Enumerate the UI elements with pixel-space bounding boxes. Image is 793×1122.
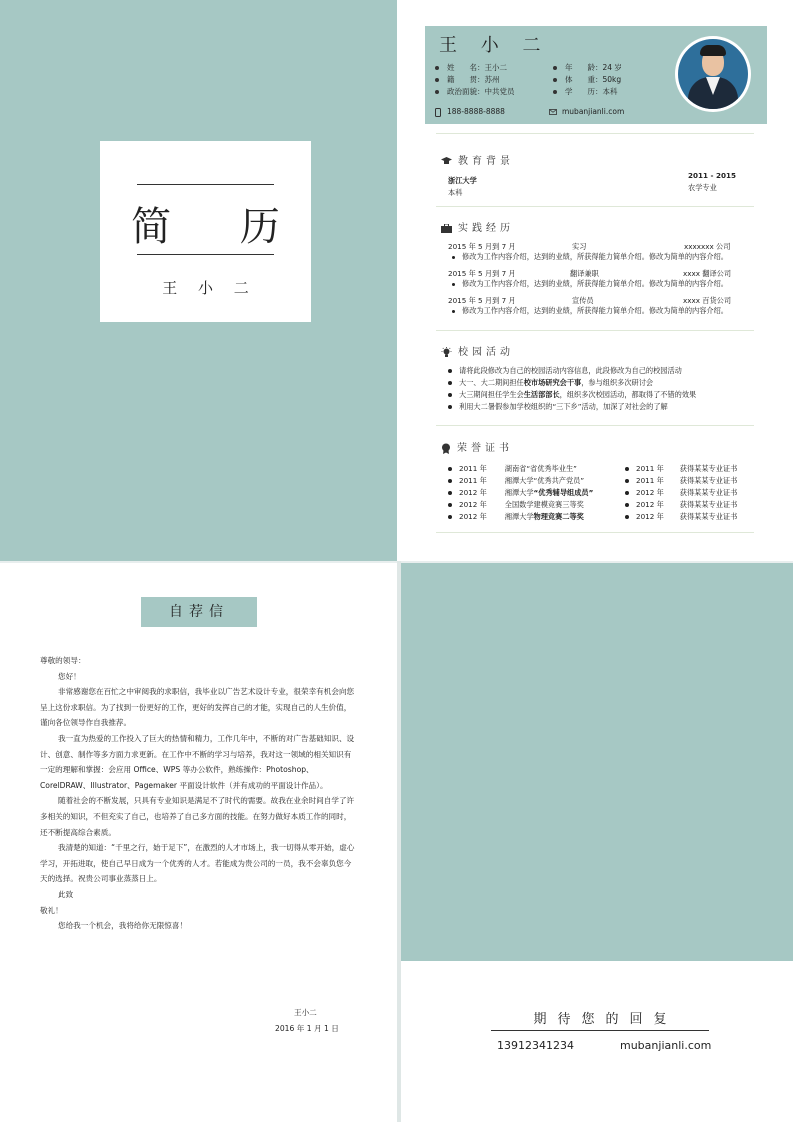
campus-item: 大三期间担任学生会生活部部长，组织多次校园活动，都取得了不错的效果 bbox=[448, 390, 696, 400]
cover-page bbox=[0, 0, 397, 561]
letter-closing: 此致 bbox=[58, 889, 74, 899]
bullet-icon bbox=[435, 90, 439, 94]
letter-greeting: 您好！ bbox=[58, 671, 81, 681]
resume-name: 王 小 二 bbox=[439, 35, 550, 56]
divider bbox=[436, 330, 754, 331]
honor-item: 2012 年 湘潭大学“优秀辅导组成员” bbox=[448, 488, 593, 498]
section-campus-title: 校园活动 bbox=[441, 343, 514, 358]
divider bbox=[436, 133, 754, 134]
practice-role: 实习 bbox=[572, 242, 587, 251]
letter-signature: 王小二 bbox=[294, 1008, 317, 1017]
practice-desc: 修改为工作内容介绍，达到的业绩，所获得能力简单介绍。修改为简单的内容介绍。 bbox=[452, 306, 728, 316]
practice-desc: 修改为工作内容介绍，达到的业绩，所获得能力简单介绍。修改为简单的内容介绍。 bbox=[452, 279, 728, 289]
edu-degree: 本科 bbox=[448, 188, 463, 197]
practice-role: 翻译兼职 bbox=[570, 269, 599, 278]
phone-icon bbox=[435, 108, 441, 117]
website-row bbox=[549, 107, 624, 116]
graduation-cap-icon bbox=[441, 157, 452, 165]
cover-name: 王 小 二 bbox=[162, 279, 257, 297]
practice-date: 2015 年 5 月到 7 月 bbox=[448, 242, 516, 251]
letter-paragraph: 非常感谢您在百忙之中审阅我的求职信，我毕业以广告艺术设计专业，很荣幸有机会向您呈上这份求职信。为了找到一份更好的工作，更好的发挥自己的才能，实现自己的人生价值，谨向各位领导作自我推荐。 bbox=[40, 687, 355, 728]
info-weight: 体 重：50kg bbox=[553, 74, 621, 85]
letter-salutation: 尊敬的领导： bbox=[40, 656, 86, 665]
honor-item: 2012 年 湘潭大学物理竞赛二等奖 bbox=[448, 512, 584, 522]
info-politics: 政治面貌：中共党员 bbox=[435, 86, 515, 97]
honor-item: 2012 年 全国数学建模竞赛三等奖 bbox=[448, 500, 584, 510]
bullet-icon bbox=[435, 78, 439, 82]
letter-paragraph: 我清楚的知道：“千里之行，始于足下”，在激烈的人才市场上，我一切得从零开始，虚心学习，开拓进取，使自己早日成为一个优秀的人才。若能成为贵公司的一员，我不会辜负您今天的选择。祝贵公司事业蒸蒸日上。 bbox=[40, 843, 355, 884]
section-honors-title: 荣誉证书 bbox=[441, 439, 513, 454]
letter-page bbox=[0, 563, 397, 1122]
back-rule bbox=[491, 1030, 709, 1031]
cover-rule-bottom bbox=[137, 254, 274, 255]
cert-item: 2012 年 获得某某专业证书 bbox=[625, 500, 737, 510]
lightbulb-icon bbox=[441, 347, 452, 358]
edu-school: 浙江大学 bbox=[448, 176, 477, 185]
letter-body bbox=[40, 653, 358, 934]
resume-header bbox=[425, 26, 767, 124]
practice-org: xxxx 翻译公司 bbox=[683, 269, 732, 278]
website-text: mubanjianli.com bbox=[562, 107, 625, 116]
phone-text: 188-8888-8888 bbox=[447, 107, 505, 116]
bullet-icon bbox=[553, 66, 557, 70]
back-page bbox=[401, 563, 793, 1122]
back-phone: 13912341234 bbox=[497, 1039, 574, 1052]
info-education: 学 历：本科 bbox=[553, 86, 618, 97]
letter-title: 自荐信 bbox=[141, 597, 257, 627]
campus-item: 请将此段修改为自己的校园活动内容信息，此段修改为自己的校园活动 bbox=[448, 366, 682, 376]
honor-item: 2011 年 湖南省“省优秀毕业生” bbox=[448, 464, 577, 474]
divider bbox=[436, 206, 754, 207]
info-name: 姓 名：王小二 bbox=[435, 62, 507, 73]
mail-icon bbox=[549, 109, 557, 115]
bullet-icon bbox=[553, 90, 557, 94]
avatar bbox=[675, 36, 751, 112]
letter-date: 2016 年 1 月 1 日 bbox=[275, 1024, 339, 1033]
section-practice-title: 实践经历 bbox=[441, 219, 514, 234]
section-education-title: 教育背景 bbox=[441, 152, 514, 167]
cert-item: 2011 年 获得某某专业证书 bbox=[625, 476, 737, 486]
edu-years: 2011 - 2015 bbox=[688, 171, 736, 180]
letter-paragraph: 随着社会的不断发展，只具有专业知识是满足不了时代的需要。故我在业余时间自学了许多相关的知识，不但充实了自己，也培养了自己多方面的技能。在努力做好本质工作的同时，还不断提高综合素质。 bbox=[40, 796, 355, 837]
back-website: mubanjianli.com bbox=[620, 1039, 712, 1052]
cert-item: 2012 年 获得某某专业证书 bbox=[625, 512, 737, 522]
bullet-icon bbox=[553, 78, 557, 82]
info-age: 年 龄：24 岁 bbox=[553, 62, 622, 73]
resume-page bbox=[397, 0, 793, 561]
campus-item: 利用大二暑假参加学校组织的“三下乡”活动，加深了对社会的了解 bbox=[448, 402, 668, 412]
divider bbox=[436, 425, 754, 426]
info-hometown: 籍 贯：苏州 bbox=[435, 74, 500, 85]
bullet-icon bbox=[435, 66, 439, 70]
practice-desc: 修改为工作内容介绍，达到的业绩，所获得能力简单介绍。修改为简单的内容介绍。 bbox=[452, 252, 728, 262]
cert-item: 2011 年 获得某某专业证书 bbox=[625, 464, 737, 474]
practice-role: 宣传员 bbox=[572, 296, 594, 305]
letter-closing: 您给我一个机会，我将给你无限惊喜！ bbox=[58, 921, 188, 931]
medal-icon bbox=[441, 443, 451, 454]
back-color-block bbox=[401, 563, 793, 961]
cover-card bbox=[100, 141, 311, 322]
practice-org: xxxxxxx 公司 bbox=[684, 242, 731, 251]
practice-date: 2015 年 5 月到 7 月 bbox=[448, 269, 516, 278]
phone-row bbox=[435, 107, 505, 117]
edu-major: 农学专业 bbox=[688, 183, 717, 192]
campus-item: 大一、大二期间担任校市场研究会干事，参与组织多次研讨会 bbox=[448, 378, 653, 388]
briefcase-icon bbox=[441, 224, 452, 233]
cover-title: 简 历 bbox=[131, 204, 308, 250]
letter-closing: 敬礼！ bbox=[40, 905, 63, 915]
practice-org: xxxx 百货公司 bbox=[683, 296, 732, 305]
honor-item: 2011 年 湘潭大学“优秀共产党员” bbox=[448, 476, 584, 486]
back-title: 期待您的回复 bbox=[533, 1012, 678, 1027]
letter-paragraph: 我一直为热爱的工作投入了巨大的热情和精力，工作几年中，不断的对广告基础知识、设计、创意、制作等多方面力求更新。在工作中不断的学习与培养，我对这一领域的相关知识有一定的理解和掌握：会应用 Office、WPS 等办公软件，熟练操作：Photoshop、CorelDRAW、Illustrator、Pagemaker 平面设计软件（并有成功的平面设计作品）。 bbox=[40, 733, 355, 790]
cert-item: 2012 年 获得某某专业证书 bbox=[625, 488, 737, 498]
cover-rule-top bbox=[137, 184, 274, 185]
practice-date: 2015 年 5 月到 7 月 bbox=[448, 296, 516, 305]
divider bbox=[436, 532, 754, 533]
